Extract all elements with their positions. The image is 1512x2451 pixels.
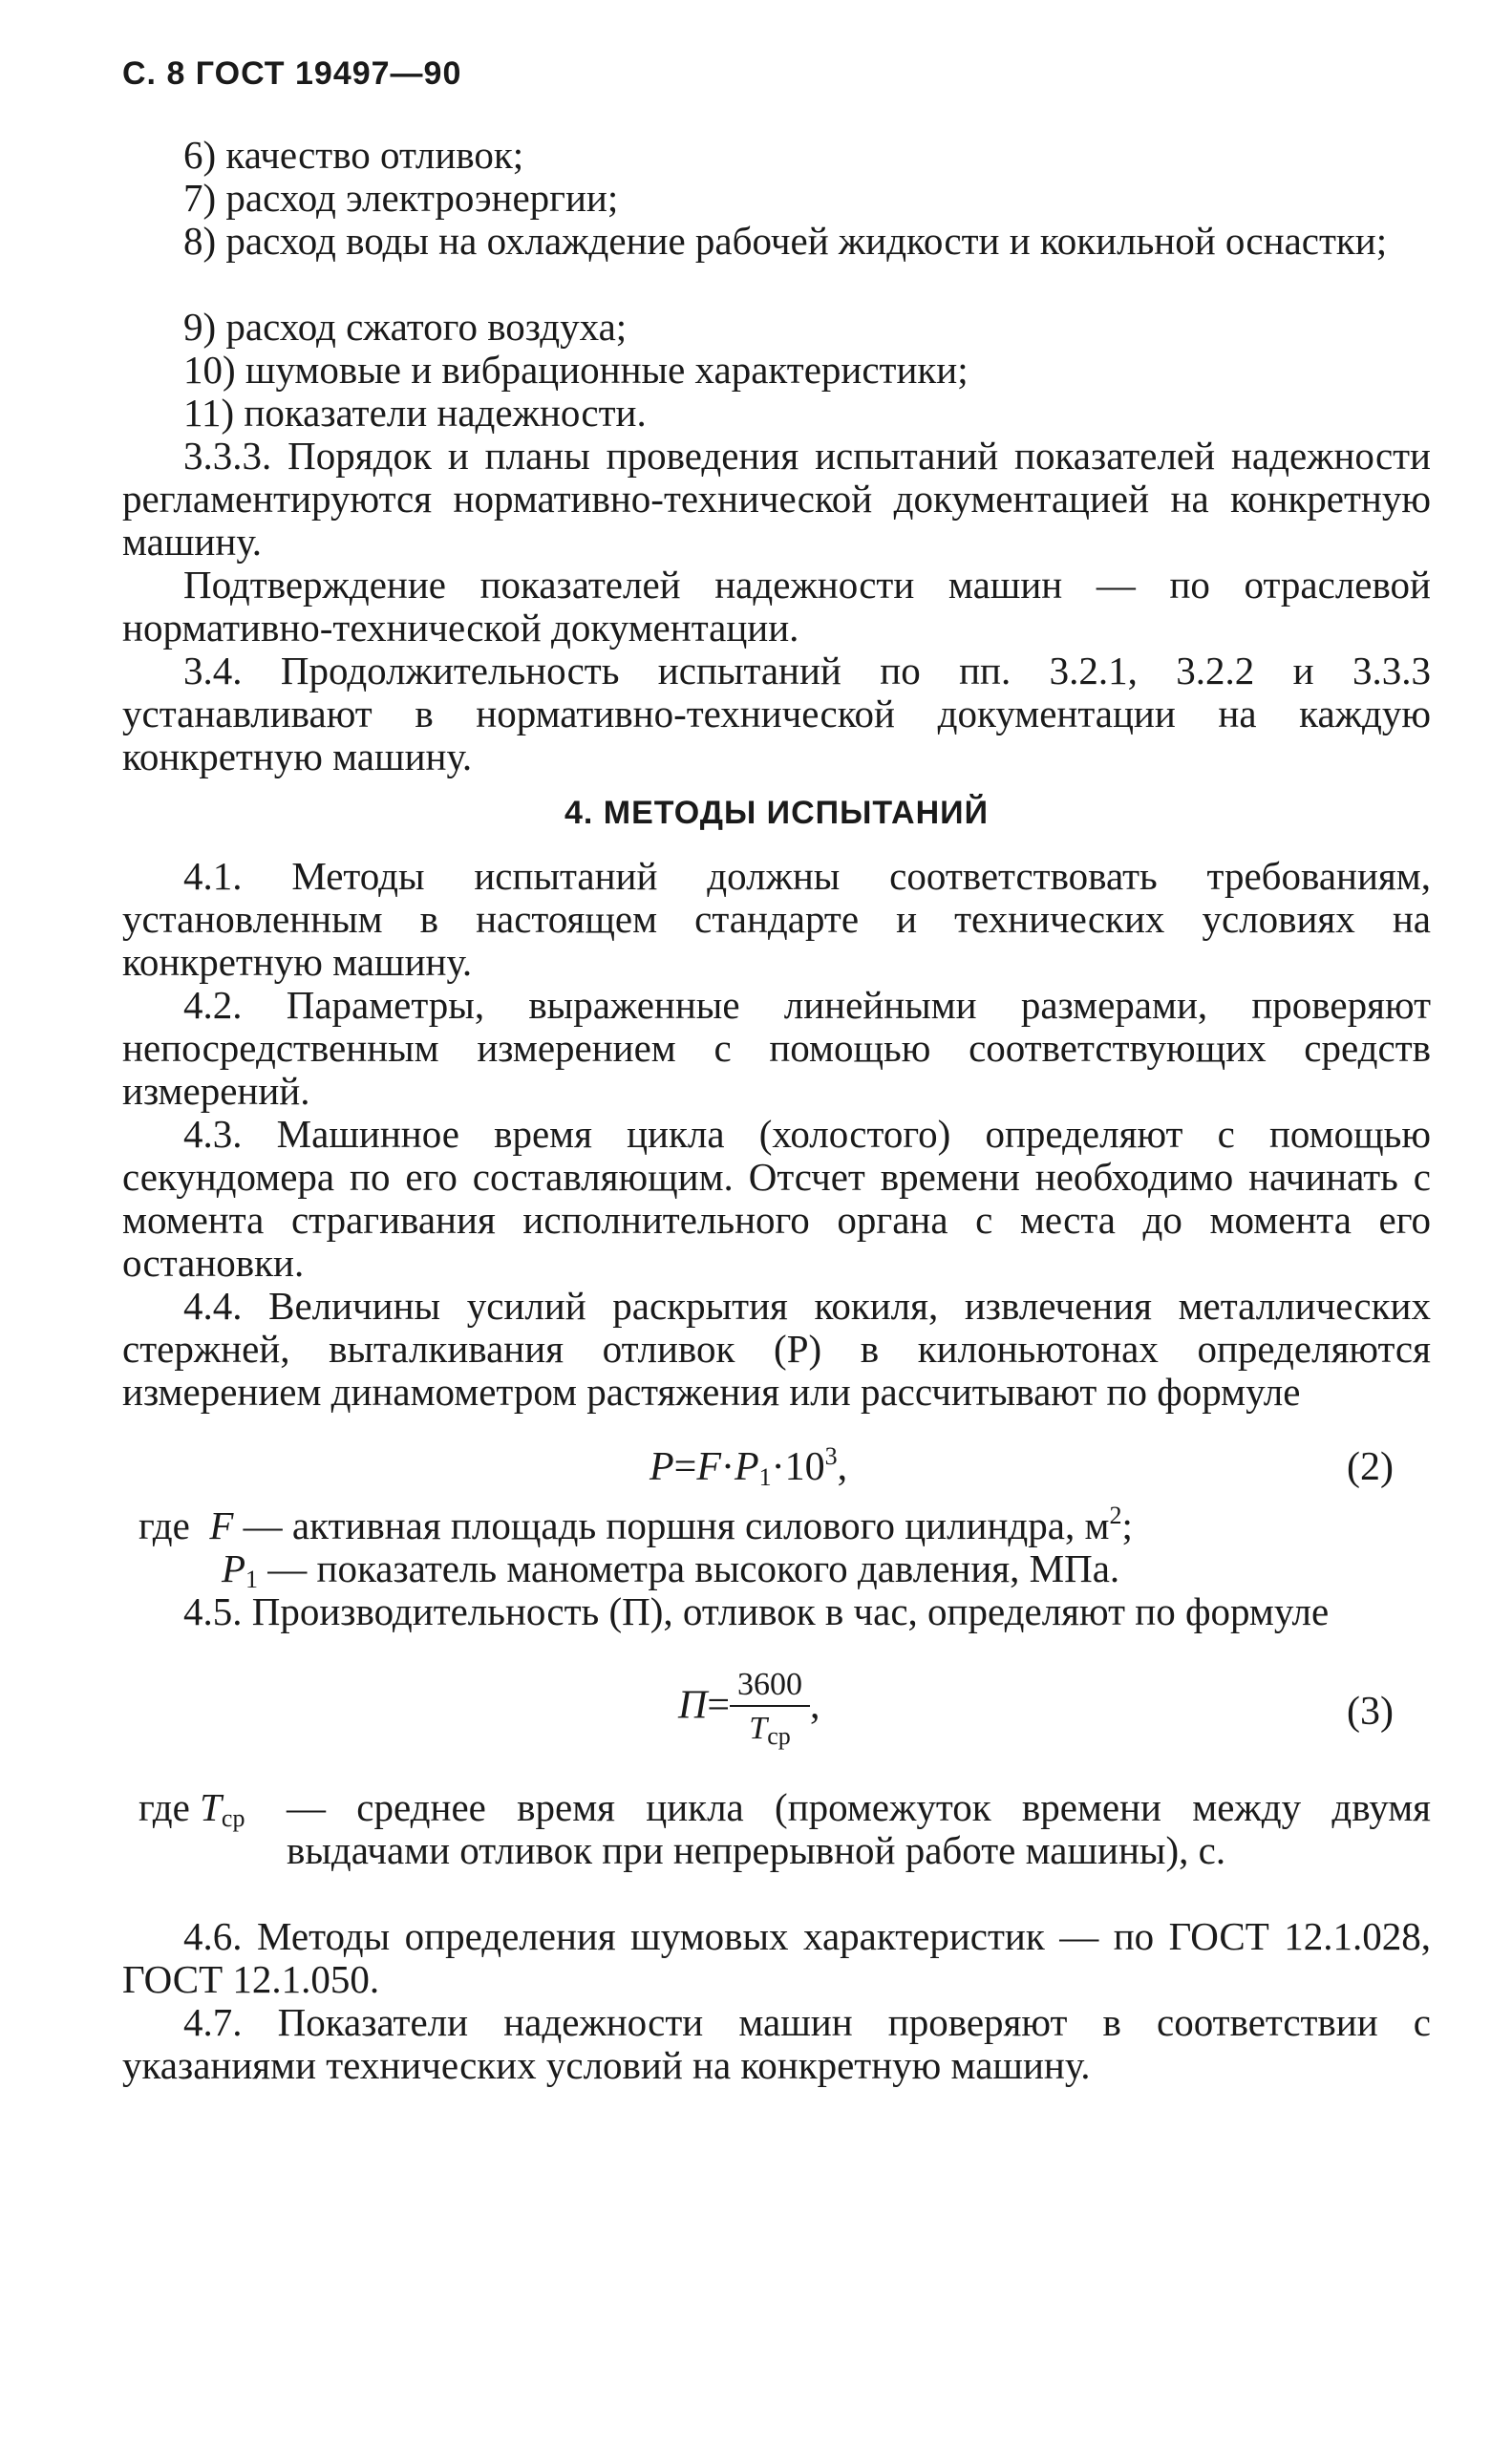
formula-2-tail: ,	[837, 1445, 848, 1489]
where-2-p1-text: — показатель манометра высокого давления, МПа.	[267, 1546, 1120, 1590]
formula-3-fraction	[730, 1667, 810, 1751]
paragraph-4-1: 4.1. Методы испытаний должны соответствовать требованиям, установленным в настоящем стандарте и технических условиях на конкретную машину.	[122, 854, 1431, 984]
formula-3	[678, 1667, 820, 1751]
formula-3-denominator	[730, 1707, 810, 1751]
paragraph-4-7: 4.7. Показатели надежности машин проверяют в соответствии с указаниями технических условий на конкретную машину.	[122, 2000, 1431, 2087]
where-2-gde: где	[138, 1503, 190, 1547]
where-3-text: — среднее время цикла (промежуток времени между двумя выдачами отливок при непрерывной работе машины), с.	[287, 1785, 1431, 1872]
equation-number-3: (3)	[1347, 1690, 1394, 1734]
paragraph-3-4: 3.4. Продолжительность испытаний по пп. 3.2.1, 3.2.2 и 3.3.3 устанавливают в нормативно-технической документации на каждую конкретную машину.	[122, 649, 1431, 778]
where-2-f-sup: 2	[1109, 1502, 1122, 1529]
paragraph-confirmation: Подтверждение показателей надежности машин — по отраслевой нормативно-технической документации.	[122, 563, 1431, 650]
paragraph-4-3: 4.3. Машинное время цикла (холостого) определяют с помощью секундомера по его составляющим. Отсчет времени необходимо начинать с момента страгивания исполнительного органа с места до момента его остановки.	[122, 1112, 1431, 1285]
where-3-gde: где	[138, 1785, 190, 1829]
paragraph-4-6: 4.6. Методы определения шумовых характеристик — по ГОСТ 12.1.028, ГОСТ 12.1.050.	[122, 1914, 1431, 2001]
formula-2-dot2: ·	[771, 1445, 785, 1489]
where-2-f-end: ;	[1121, 1503, 1133, 1547]
where-2-p1-sub: 1	[245, 1566, 259, 1593]
where-2-f-symbol: F	[209, 1503, 234, 1547]
formula-3-lhs: П	[678, 1683, 708, 1728]
list-item-7: 7) расход электроэнергии;	[183, 176, 619, 220]
where-2-line1	[138, 1504, 1133, 1547]
paragraph-4-5: 4.5. Производительность (П), отливок в час, определяют по формуле	[183, 1589, 1330, 1633]
formula-2-eq: =	[673, 1445, 697, 1489]
formula-3-tail: ,	[810, 1683, 820, 1728]
list-item-6: 6) качество отливок;	[183, 133, 524, 177]
formula-2-p: P	[735, 1445, 759, 1489]
list-item-8: 8) расход воды на охлаждение рабочей жидкости и кокильной оснастки;	[183, 219, 1388, 263]
formula-2-ten-exp: 3	[824, 1442, 838, 1470]
where-3-sub: ср	[221, 1804, 245, 1832]
section-heading: 4. МЕТОДЫ ИСПЫТАНИЙ	[564, 795, 989, 831]
formula-3-den-symbol: T	[749, 1711, 768, 1746]
page-header: С. 8 ГОСТ 19497—90	[122, 55, 462, 92]
list-item-11: 11) показатели надежности.	[183, 391, 647, 435]
formula-2-ten: 10	[784, 1445, 825, 1489]
equation-number-2: (2)	[1347, 1445, 1394, 1489]
formula-3-den-sub: ср	[767, 1722, 791, 1750]
paragraph-3-3-3: 3.3.3. Порядок и планы проведения испытаний показателей надежности регламентируются нормативно-технической документацией на конкретную машину.	[122, 434, 1431, 564]
formula-2-lhs: P	[650, 1445, 674, 1489]
formula-3-eq: =	[707, 1683, 731, 1728]
where-2-p1-symbol: P	[222, 1546, 246, 1590]
formula-2-f: F	[696, 1445, 721, 1489]
list-item-9: 9) расход сжатого воздуха;	[183, 305, 628, 349]
formula-2	[650, 1444, 847, 1492]
list-item-10: 10) шумовые и вибрационные характеристики;	[183, 348, 969, 392]
formula-2-dot1: ·	[721, 1445, 735, 1489]
where-2-f-text: — активная площадь поршня силового цилиндра, м	[243, 1503, 1110, 1547]
formula-3-numerator: 3600	[730, 1667, 810, 1707]
where-3-symbol: T	[200, 1785, 222, 1829]
paragraph-4-2: 4.2. Параметры, выраженные линейными размерами, проверяют непосредственным измерением с помощью соответствующих средств измерений.	[122, 983, 1431, 1113]
paragraph-4-4: 4.4. Величины усилий раскрытия кокиля, извлечения металлических стержней, выталкивания отливок (P) в килоньютонах определяются измерением динамометром растяжения или рассчитывают по формуле	[122, 1284, 1431, 1414]
formula-2-p-sub: 1	[758, 1463, 772, 1491]
